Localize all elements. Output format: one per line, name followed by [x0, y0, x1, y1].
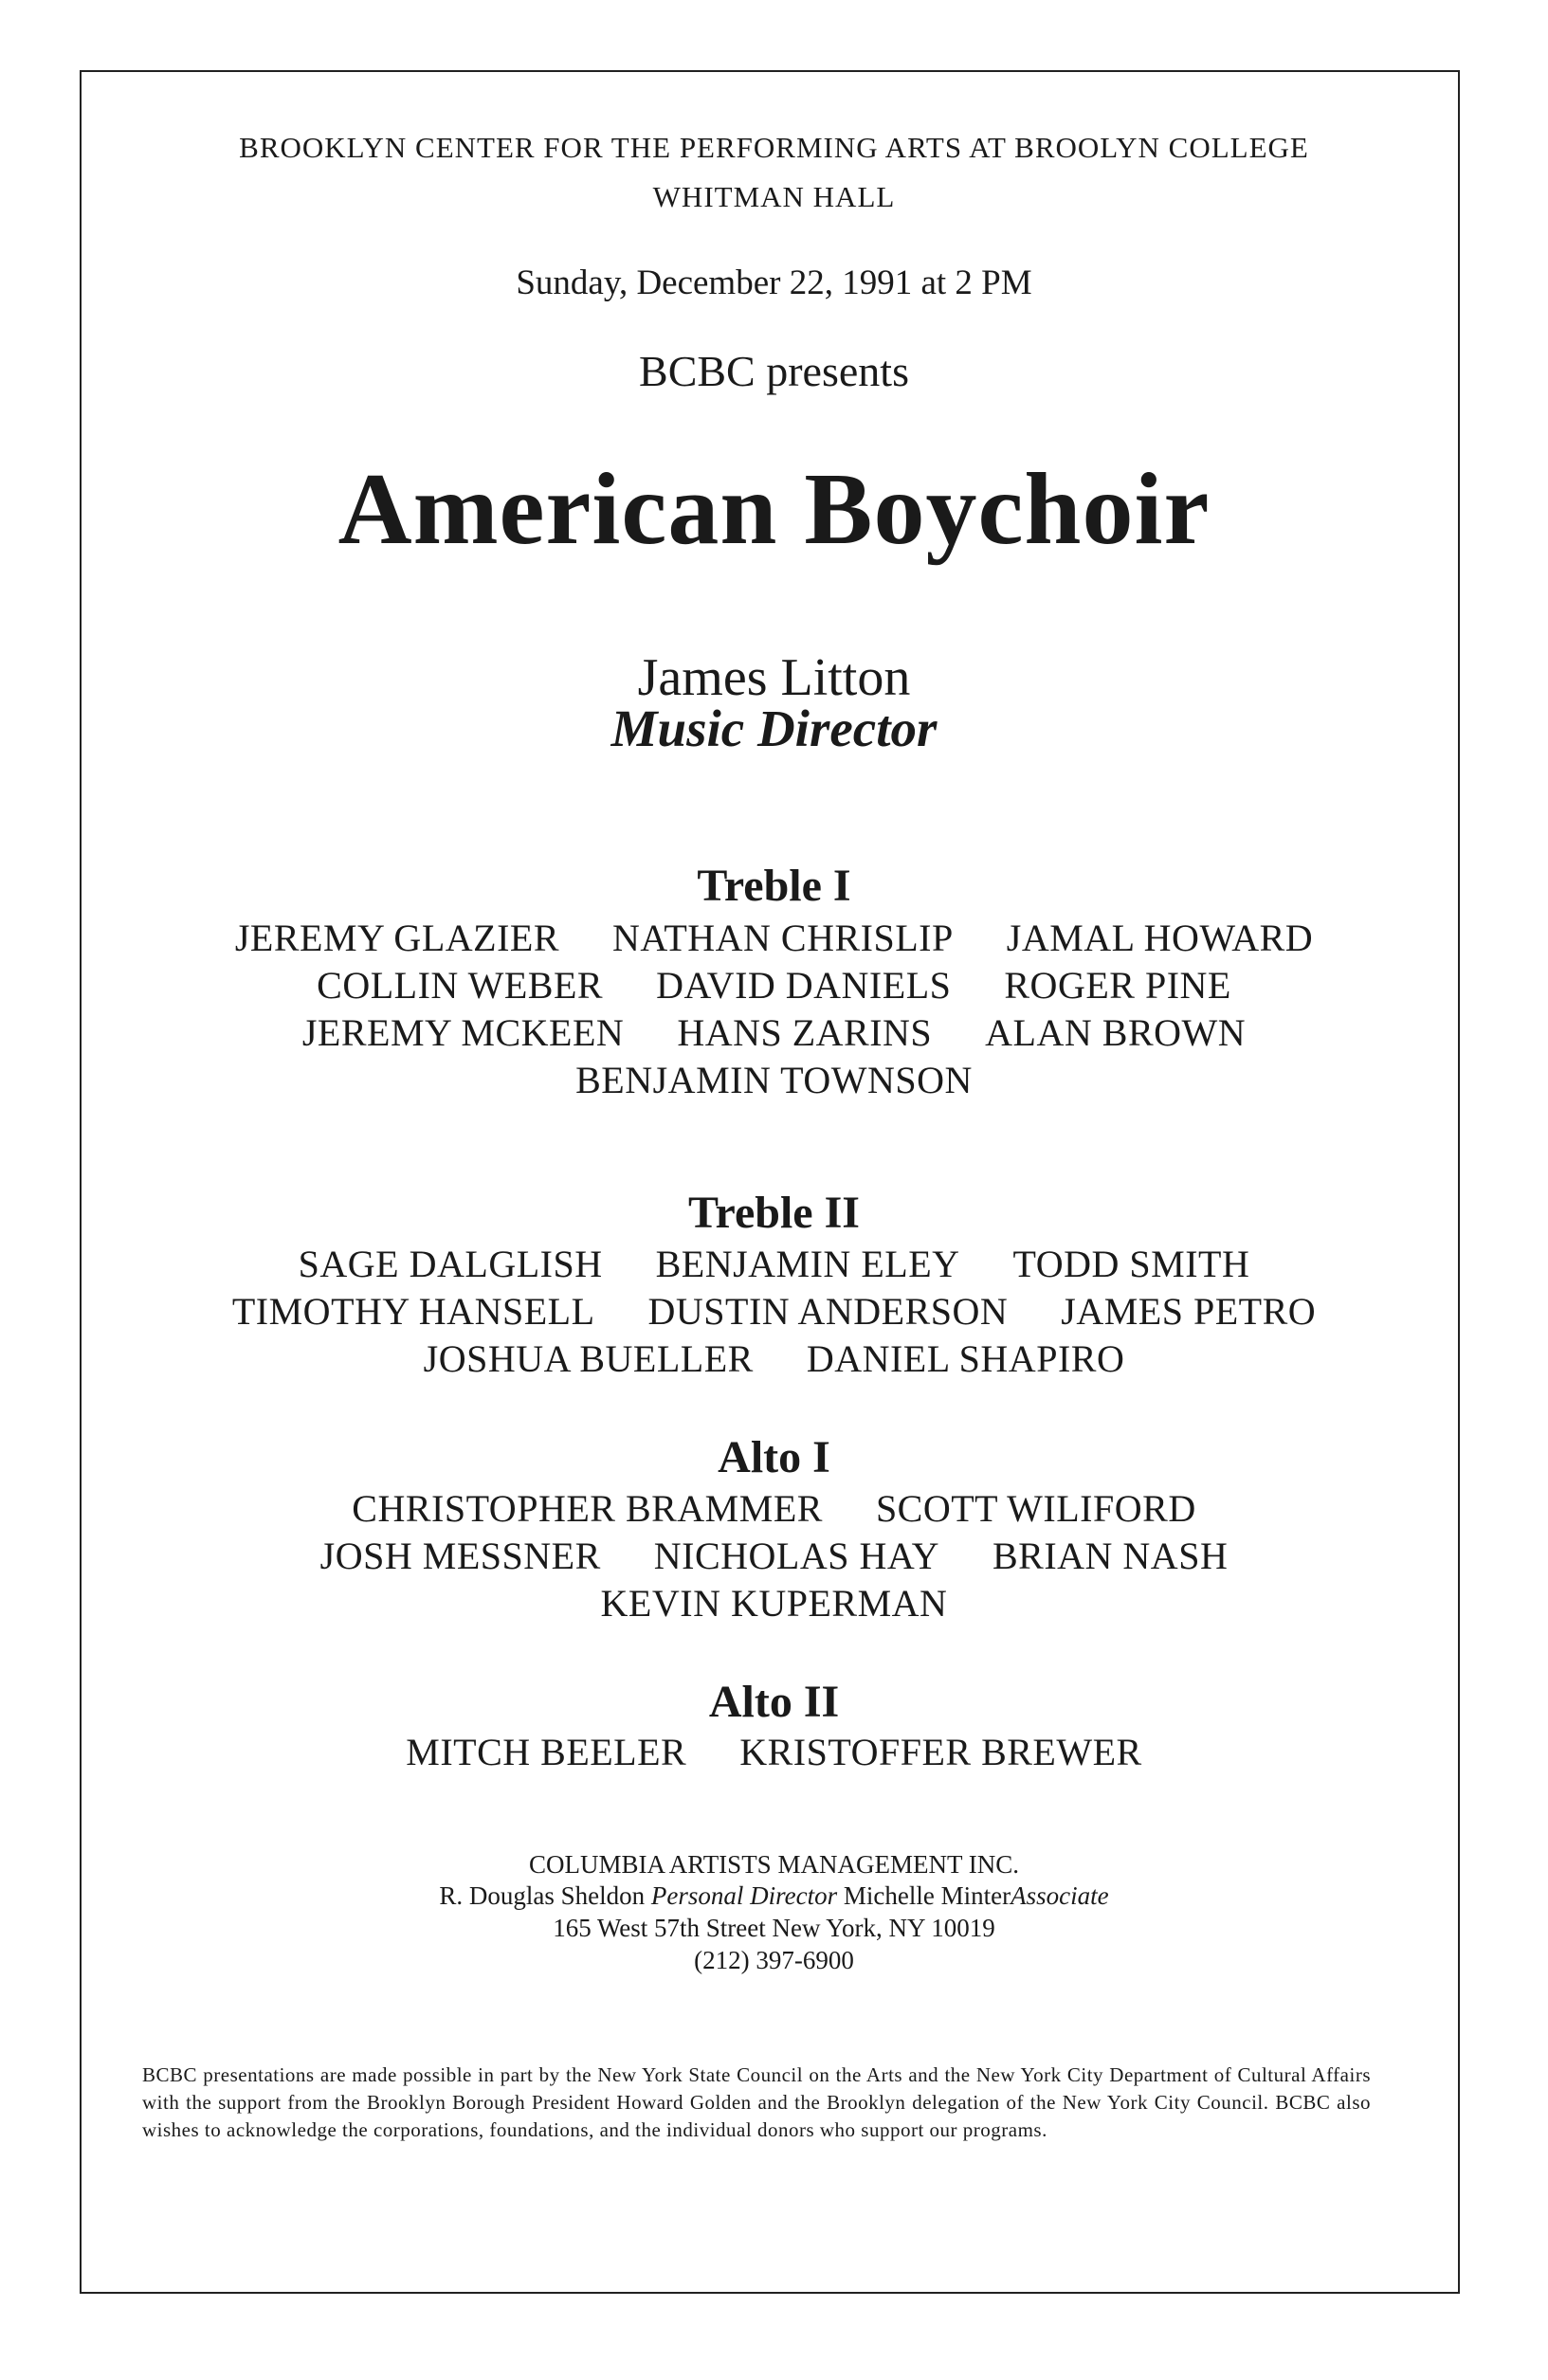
singer-name: HANS ZARINS — [677, 1011, 933, 1054]
presenter-line: BCBC presents — [639, 347, 909, 395]
singer-name: DUSTIN ANDERSON — [647, 1290, 1009, 1333]
singer-name: JEREMY GLAZIER — [234, 917, 559, 959]
management-contacts — [0, 1881, 1548, 1911]
names-row — [0, 963, 1548, 1008]
contact-name: R. Douglas Sheldon — [439, 1881, 646, 1910]
singer-name: ROGER PINE — [1004, 964, 1231, 1007]
singer-name: JOSHUA BUELLER — [423, 1337, 754, 1380]
contact-title: Personal Director — [650, 1881, 838, 1910]
singer-name: JAMES PETRO — [1061, 1290, 1317, 1333]
names-row — [0, 1581, 1548, 1626]
singer-name: SCOTT WILIFORD — [875, 1487, 1196, 1530]
singer-name: BENJAMIN ELEY — [655, 1243, 960, 1285]
singer-name: BRIAN NASH — [992, 1535, 1229, 1577]
singer-name: DAVID DANIELS — [656, 964, 952, 1007]
names-row — [0, 1730, 1548, 1774]
singer-name: JOSH MESSNER — [319, 1535, 601, 1577]
singer-name: JEREMY MCKEEN — [301, 1011, 625, 1054]
singer-name: NICHOLAS HAY — [653, 1535, 939, 1577]
singer-name: ALAN BROWN — [985, 1011, 1247, 1054]
singer-name: NATHAN CHRISLIP — [612, 917, 954, 959]
singer-name: COLLIN WEBER — [317, 964, 604, 1007]
names-row — [0, 916, 1548, 960]
names-row — [0, 1289, 1548, 1334]
singer-name: TIMOTHY HANSELL — [231, 1290, 595, 1333]
singer-name: SAGE DALGLISH — [298, 1243, 603, 1285]
contact-title: Associate — [1011, 1881, 1109, 1910]
names-row — [0, 1058, 1548, 1102]
section-title-treble-2: Treble II — [688, 1188, 860, 1238]
names-row — [0, 1336, 1548, 1381]
management-address: 165 West 57th Street New York, NY 10019 — [553, 1914, 995, 1942]
singer-name: KRISTOFFER BREWER — [739, 1731, 1142, 1773]
singer-name: TODD SMITH — [1012, 1243, 1250, 1285]
director-role: Music Director — [610, 699, 938, 757]
singer-name: DANIEL SHAPIRO — [806, 1337, 1125, 1380]
contact-name: Michelle Minter — [843, 1881, 1011, 1910]
section-title-alto-2: Alto II — [708, 1677, 840, 1727]
management-phone: (212) 397-6900 — [694, 1946, 854, 1974]
section-title-treble-1: Treble I — [697, 861, 851, 911]
names-row — [0, 1010, 1548, 1055]
funding-acknowledgement: BCBC presentations are made possible in part by the New York State Council on the Arts and the New York City Department of Cultural Affairs with the support from the Brooklyn Borough President Howard Golden and the Brooklyn delegation of the New York City Council. BCBC also wishes to acknowledge the corporations, foundations, and the individual donors who support our programs. — [142, 2063, 1371, 2141]
section-title-alto-1: Alto I — [718, 1432, 830, 1482]
singer-name: CHRISTOPHER BRAMMER — [352, 1487, 823, 1530]
singer-name: MITCH BEELER — [406, 1731, 687, 1773]
singer-name: JAMAL HOWARD — [1006, 917, 1314, 959]
names-row — [0, 1486, 1548, 1531]
names-row — [0, 1534, 1548, 1578]
management-company: COLUMBIA ARTISTS MANAGEMENT INC. — [529, 1850, 1019, 1879]
singer-name: KEVIN KUPERMAN — [600, 1582, 948, 1625]
names-row — [0, 1242, 1548, 1286]
director-name: James Litton — [637, 648, 911, 707]
singer-name: BENJAMIN TOWNSON — [575, 1059, 973, 1101]
venue-line-1: BROOKLYN CENTER FOR THE PERFORMING ARTS AT BROOLYN COLLEGE — [239, 131, 1309, 164]
performance-date: Sunday, December 22, 1991 at 2 PM — [516, 263, 1032, 302]
page-title: American Boychoir — [337, 453, 1211, 566]
venue-line-2: WHITMAN HALL — [652, 180, 896, 213]
